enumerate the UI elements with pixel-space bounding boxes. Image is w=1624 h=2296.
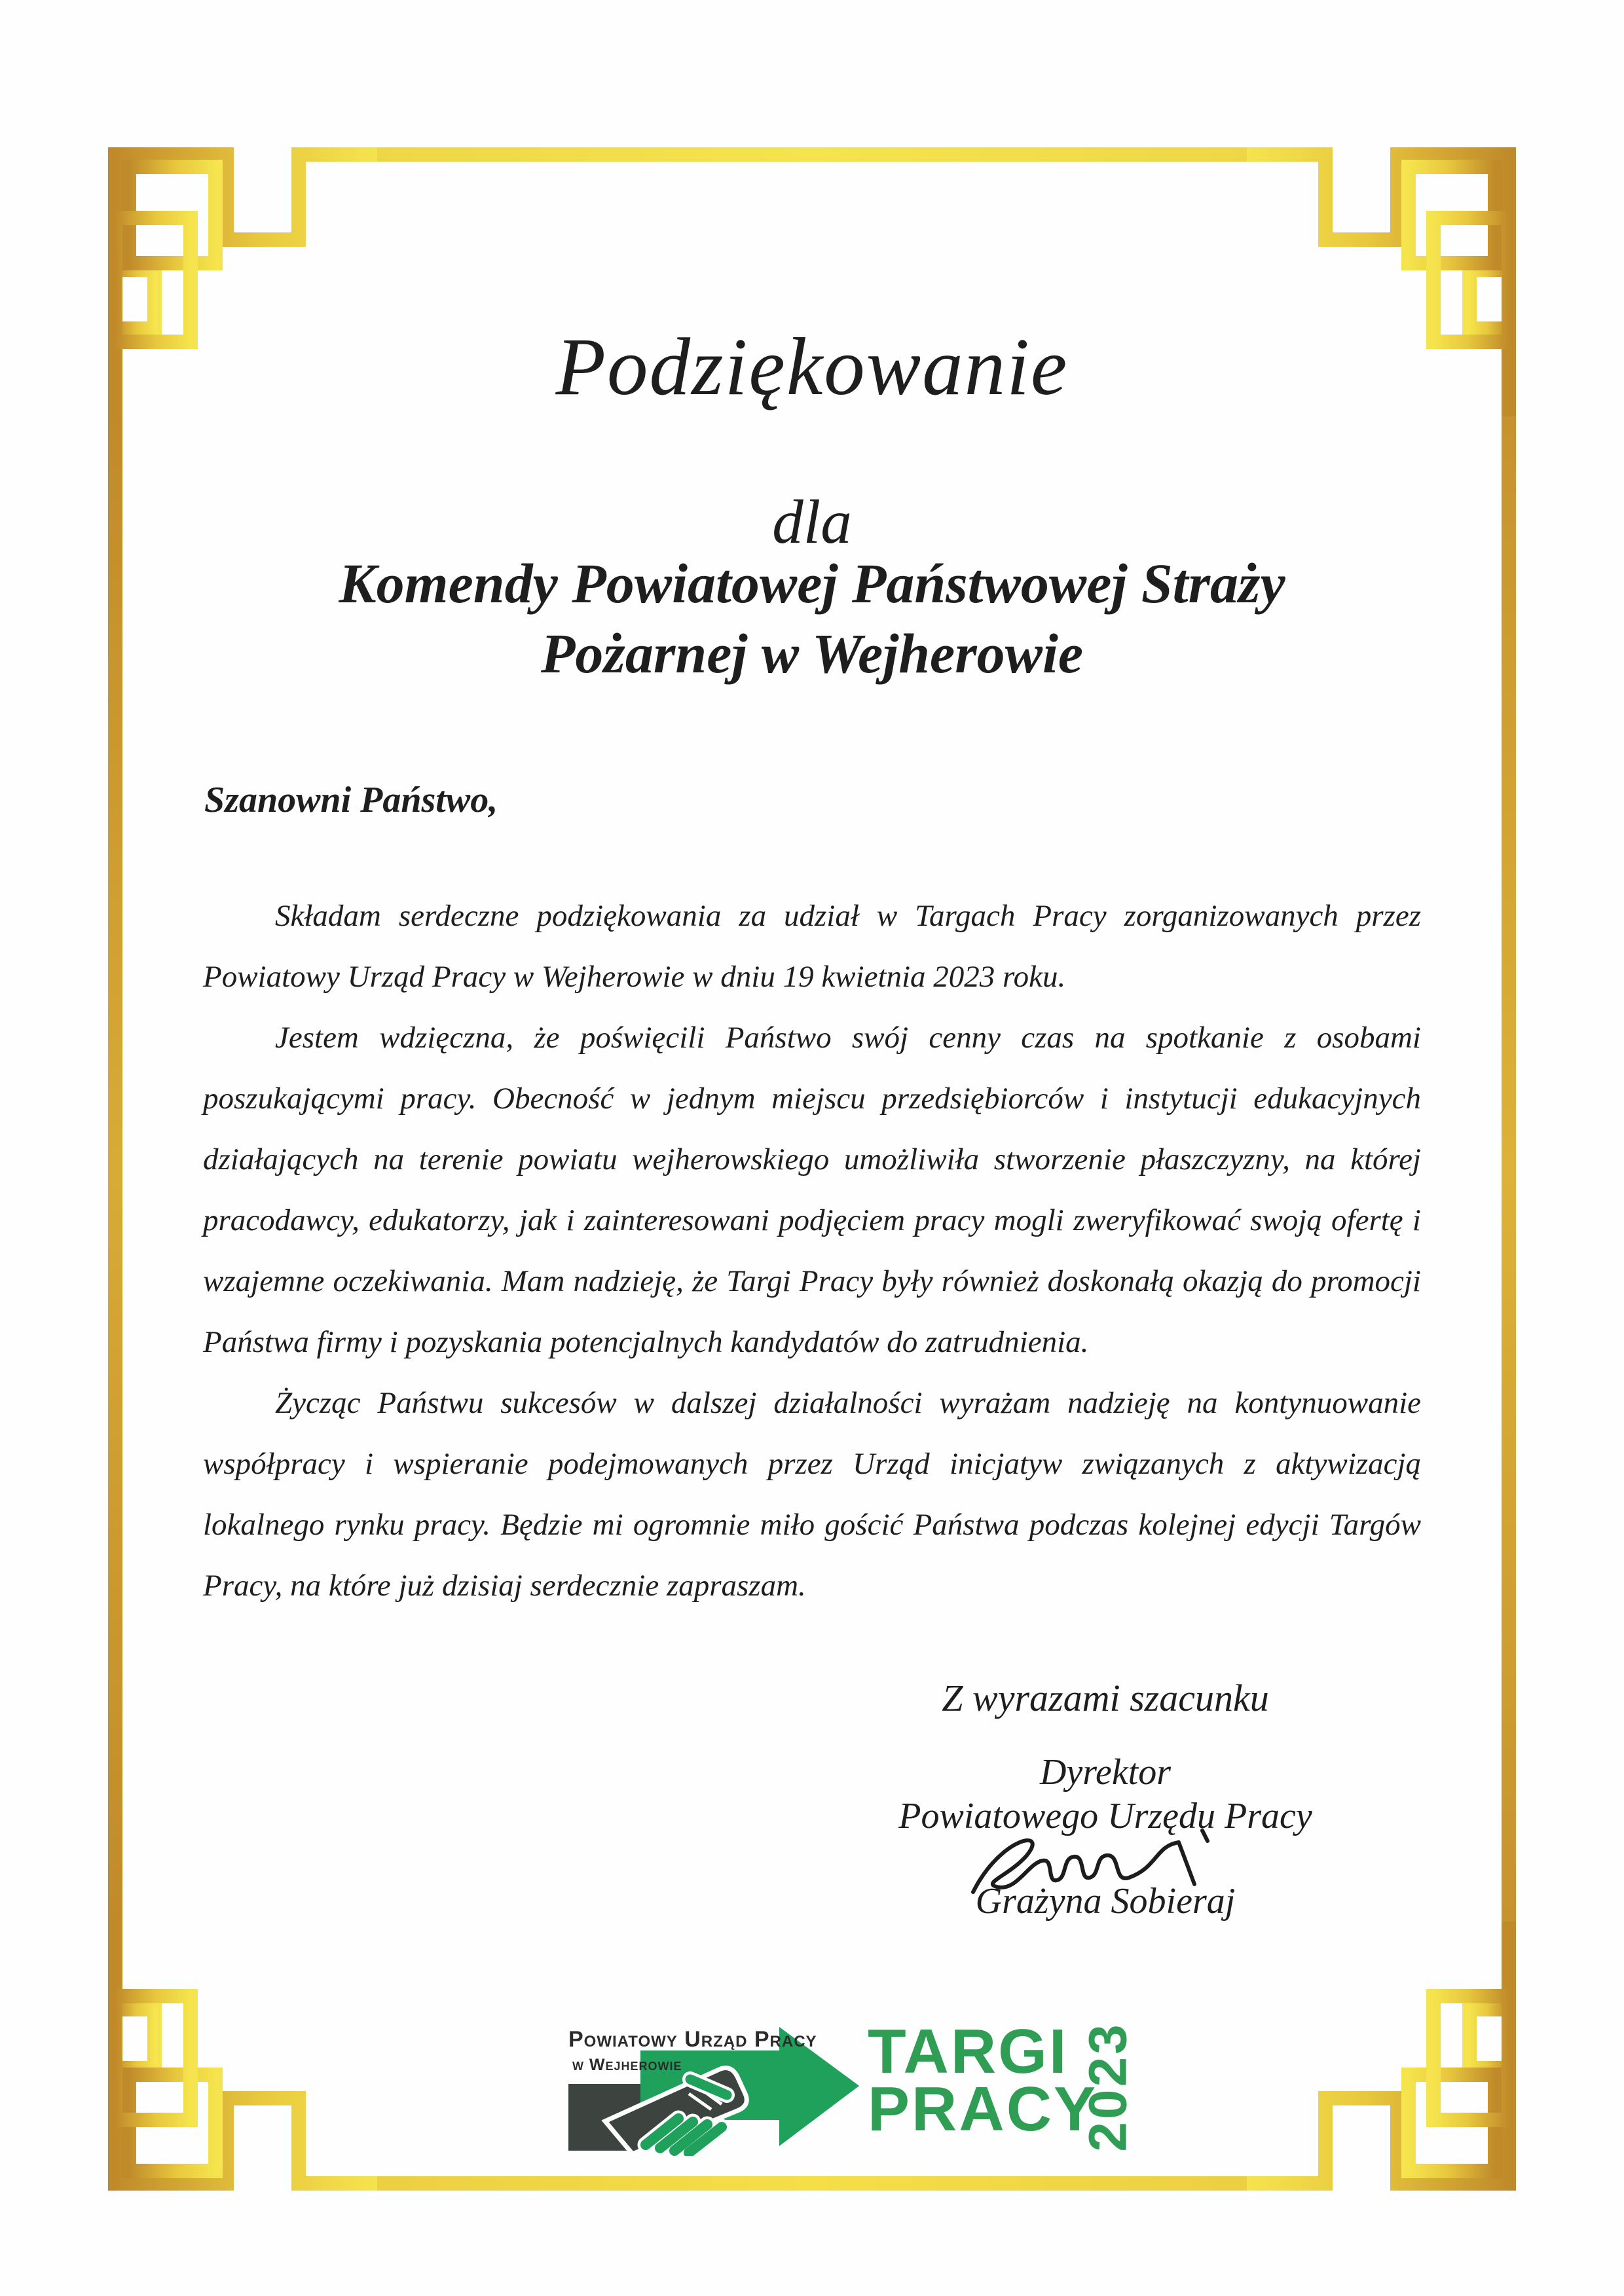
frame-line-top xyxy=(371,147,1253,162)
letter-closing: Z wyrazami szacunku xyxy=(942,1677,1269,1719)
recipient-line1: Komendy Powiatowej Państwowej Straży xyxy=(339,552,1285,615)
signer-role: Dyrektor xyxy=(1039,1752,1172,1793)
corner-ornament-bottom-right-icon xyxy=(1247,1922,1528,2203)
event-logo-text xyxy=(868,2016,1103,2145)
frame-line-left xyxy=(108,412,122,1925)
letter-salutation: Szanowni Państwo, xyxy=(204,780,498,820)
corner-ornament-bottom-left-icon xyxy=(96,1922,377,2203)
frame-line-bottom xyxy=(371,2176,1253,2191)
signer-organization: Powiatowego Urzędu Pracy xyxy=(898,1796,1312,1836)
recipient-line2: Pożarnej w Wejherowie xyxy=(540,621,1084,685)
signer-name: Grażyna Sobieraj xyxy=(975,1881,1236,1922)
letter-dedication: dla xyxy=(772,487,852,556)
event-year-label: 2023 xyxy=(1078,2022,1138,2152)
letter-title: Podziękowanie xyxy=(555,322,1069,412)
letter-paragraph-3: Życząc Państwu sukcesów w dalszej działalności wyrażam nadzieję na kontynuowanie współpracy i wspieranie podejmowanych przez Urząd inicjatyw związanych z aktywizacją lokalnego rynku pracy. Będzie mi ogromnie miło gościć Państwa podczas kolejnej edycji Targów Pracy, na które już dzisiaj serdecznie zapraszam. xyxy=(203,1386,1421,1603)
event-word1: TARGI xyxy=(868,2016,1069,2086)
letter-recipient xyxy=(170,549,1454,688)
letter-body xyxy=(203,886,1421,1616)
frame-line-right xyxy=(1502,412,1516,1925)
letter-paragraph-2: Jestem wdzięczna, że poświęcili Państwo swój cenny czas na spotkanie z osobami poszukającymi pracy. Obecność w jednym miejscu przedsiębiorców i instytucji edukacyjnych działających na terenie powiatu wejherowskiego umożliwiła stworzenie płaszczyzny, na której pracodawcy, edukatorzy, jak i zainteresowani podjęciem pracy mogli zweryfikować swoją ofertę i wzajemne oczekiwania. Mam nadzieję, że Targi Pracy były również doskonałą okazją do promocji Państwa firmy i pozyskania potencjalnych kandydatów do zatrudnienia. xyxy=(203,1021,1421,1359)
logo-org-location: w Wejherowie xyxy=(572,2056,682,2074)
event-word2: PRACY xyxy=(868,2074,1098,2145)
logo-org-name: Powiatowy Urząd Pracy xyxy=(568,2027,817,2052)
letter-paragraph-1: Składam serdeczne podziękowania za udział w Targach Pracy zorganizowanych przez Powiatowy Urząd Pracy w Wejherowie w dniu 19 kwietnia 2023 roku. xyxy=(203,899,1421,994)
